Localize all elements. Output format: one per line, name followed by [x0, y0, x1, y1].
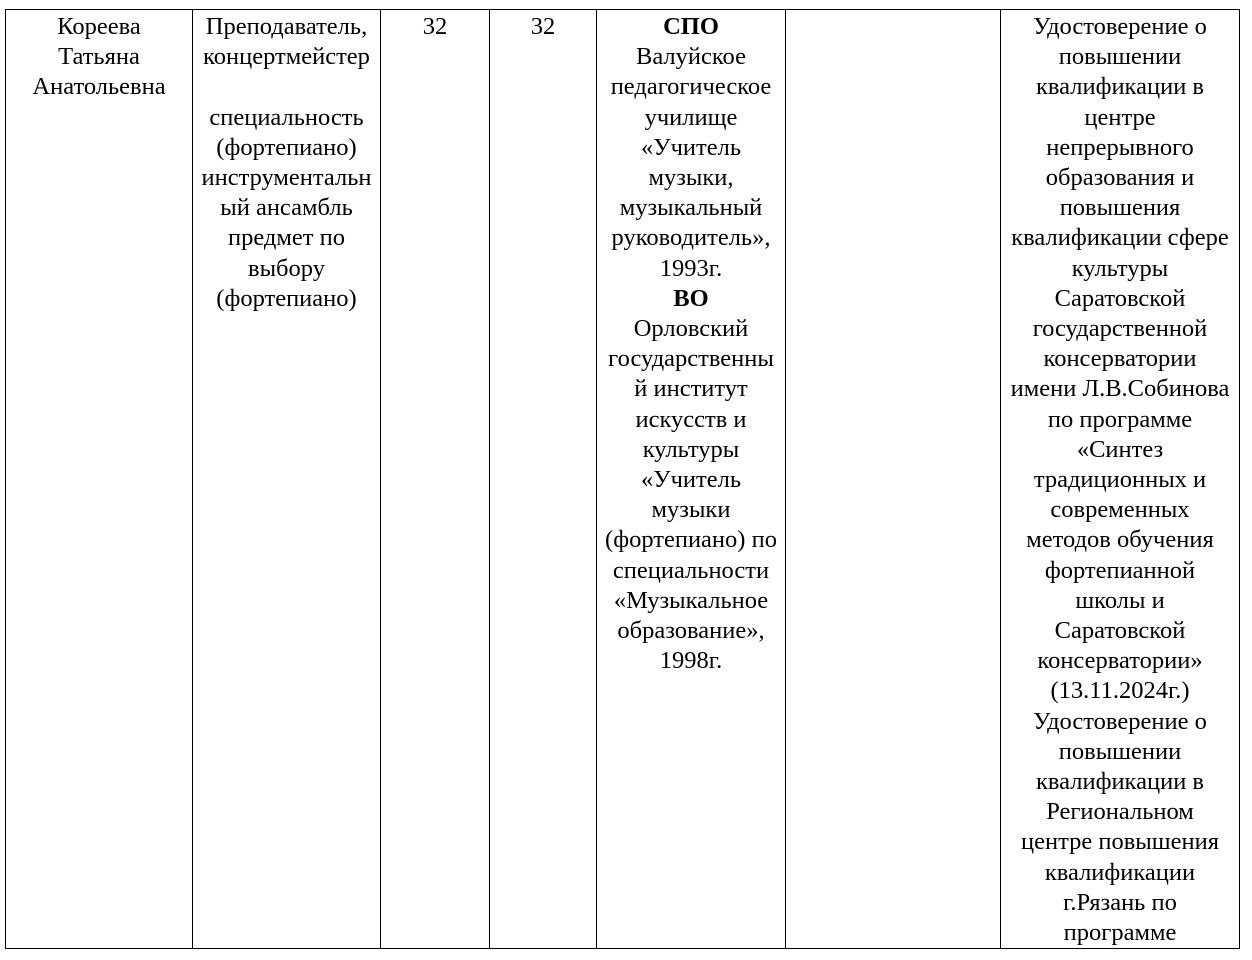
education-line: «Музыкальное: [613, 586, 769, 614]
education-line: «Учитель: [640, 466, 741, 494]
qualification-line: программе: [1063, 919, 1177, 947]
education-line: культуры: [642, 435, 740, 463]
qualification-line: Региональном: [1046, 798, 1194, 826]
qualification-line: Саратовской: [1054, 284, 1186, 312]
education-line: государственны: [608, 345, 774, 373]
qualification-line: «Синтез: [1076, 435, 1164, 463]
cell-experience-pedagogical: 32: [490, 10, 597, 949]
subject-line: инструментальн: [201, 164, 372, 191]
education-line: «Учитель: [640, 133, 741, 161]
education-line: Валуйское: [636, 43, 746, 71]
qualification-line: консерватории»: [1037, 647, 1203, 675]
qualification-line: повышении: [1058, 737, 1182, 765]
qualification-line: методов обучения: [1026, 526, 1214, 554]
cell-experience-total: 32: [381, 10, 490, 949]
cell-degree: [786, 10, 1001, 949]
qualification-line: центре повышения: [1021, 828, 1219, 856]
education-line: 1993г.: [659, 254, 723, 282]
education-line: 1998г.: [659, 647, 723, 675]
spacer: [193, 72, 380, 102]
education-line: училище: [644, 103, 738, 131]
name-line: Кореева: [57, 13, 141, 40]
cell-qualification: [1001, 10, 1240, 949]
qualification-line: по программе: [1047, 405, 1193, 433]
position-line: концертмейстер: [203, 43, 370, 71]
qualification-line: квалификации: [1044, 858, 1196, 886]
education-line: Орловский: [633, 315, 749, 343]
name-line: Анатольевна: [32, 73, 166, 101]
name-line: Татьяна: [58, 43, 140, 71]
qualification-line: школы и: [1075, 586, 1165, 614]
position-line: Преподаватель,: [205, 13, 368, 40]
qualification-line: традиционных и: [1033, 466, 1207, 494]
education-line: педагогическое: [610, 73, 772, 101]
qualification-line: образования и: [1045, 164, 1195, 192]
subject-line: предмет по: [228, 224, 345, 252]
qualification-line: фортепианной: [1044, 556, 1196, 584]
education-level-label: СПО: [663, 13, 719, 40]
education-line: музыки: [651, 496, 731, 524]
qualification-line: квалификации в: [1036, 73, 1204, 101]
subject-line: (фортепиано): [216, 284, 357, 312]
qualification-line: повышении: [1058, 43, 1182, 71]
qualification-line: квалификации сфере: [1011, 224, 1229, 252]
qualification-line: непрерывного: [1046, 133, 1194, 161]
education-level-label: ВО: [673, 284, 709, 312]
cell-education: [597, 10, 786, 949]
qualification-line: консерватории: [1043, 345, 1197, 373]
education-line: музыкальный: [619, 194, 763, 222]
education-line: искусств и: [635, 405, 747, 433]
staff-table: [5, 9, 1240, 949]
qualification-line: имени Л.В.Собинова: [1010, 375, 1230, 403]
qualification-line: центре: [1084, 103, 1156, 131]
qualification-line: (13.11.2024г.): [1050, 677, 1190, 705]
table-row: [6, 10, 1240, 949]
education-line: музыки,: [648, 164, 734, 192]
qualification-line: культуры: [1071, 254, 1169, 282]
qualification-line: Удостоверение о: [1033, 13, 1207, 40]
qualification-line: современных: [1050, 496, 1190, 524]
qualification-line: государственной: [1032, 315, 1208, 343]
qualification-line: квалификации в: [1036, 768, 1204, 796]
subject-line: специальность: [209, 103, 364, 131]
qualification-line: Саратовской: [1054, 617, 1186, 645]
subject-line: (фортепиано): [216, 133, 357, 161]
subject-line: выбору: [248, 254, 325, 282]
qualification-line: Удостоверение о: [1033, 707, 1207, 735]
education-line: й институт: [634, 375, 748, 403]
cell-position: [193, 10, 381, 949]
qualification-line: повышения: [1059, 194, 1181, 222]
cell-name: [6, 10, 193, 949]
qualification-line: г.Рязань по: [1063, 888, 1177, 916]
education-line: специальности: [612, 556, 770, 584]
education-line: (фортепиано) по: [605, 526, 777, 554]
education-line: руководитель»,: [611, 224, 771, 252]
education-line: образование»,: [617, 617, 765, 645]
subject-line: ый ансамбль: [220, 194, 353, 222]
